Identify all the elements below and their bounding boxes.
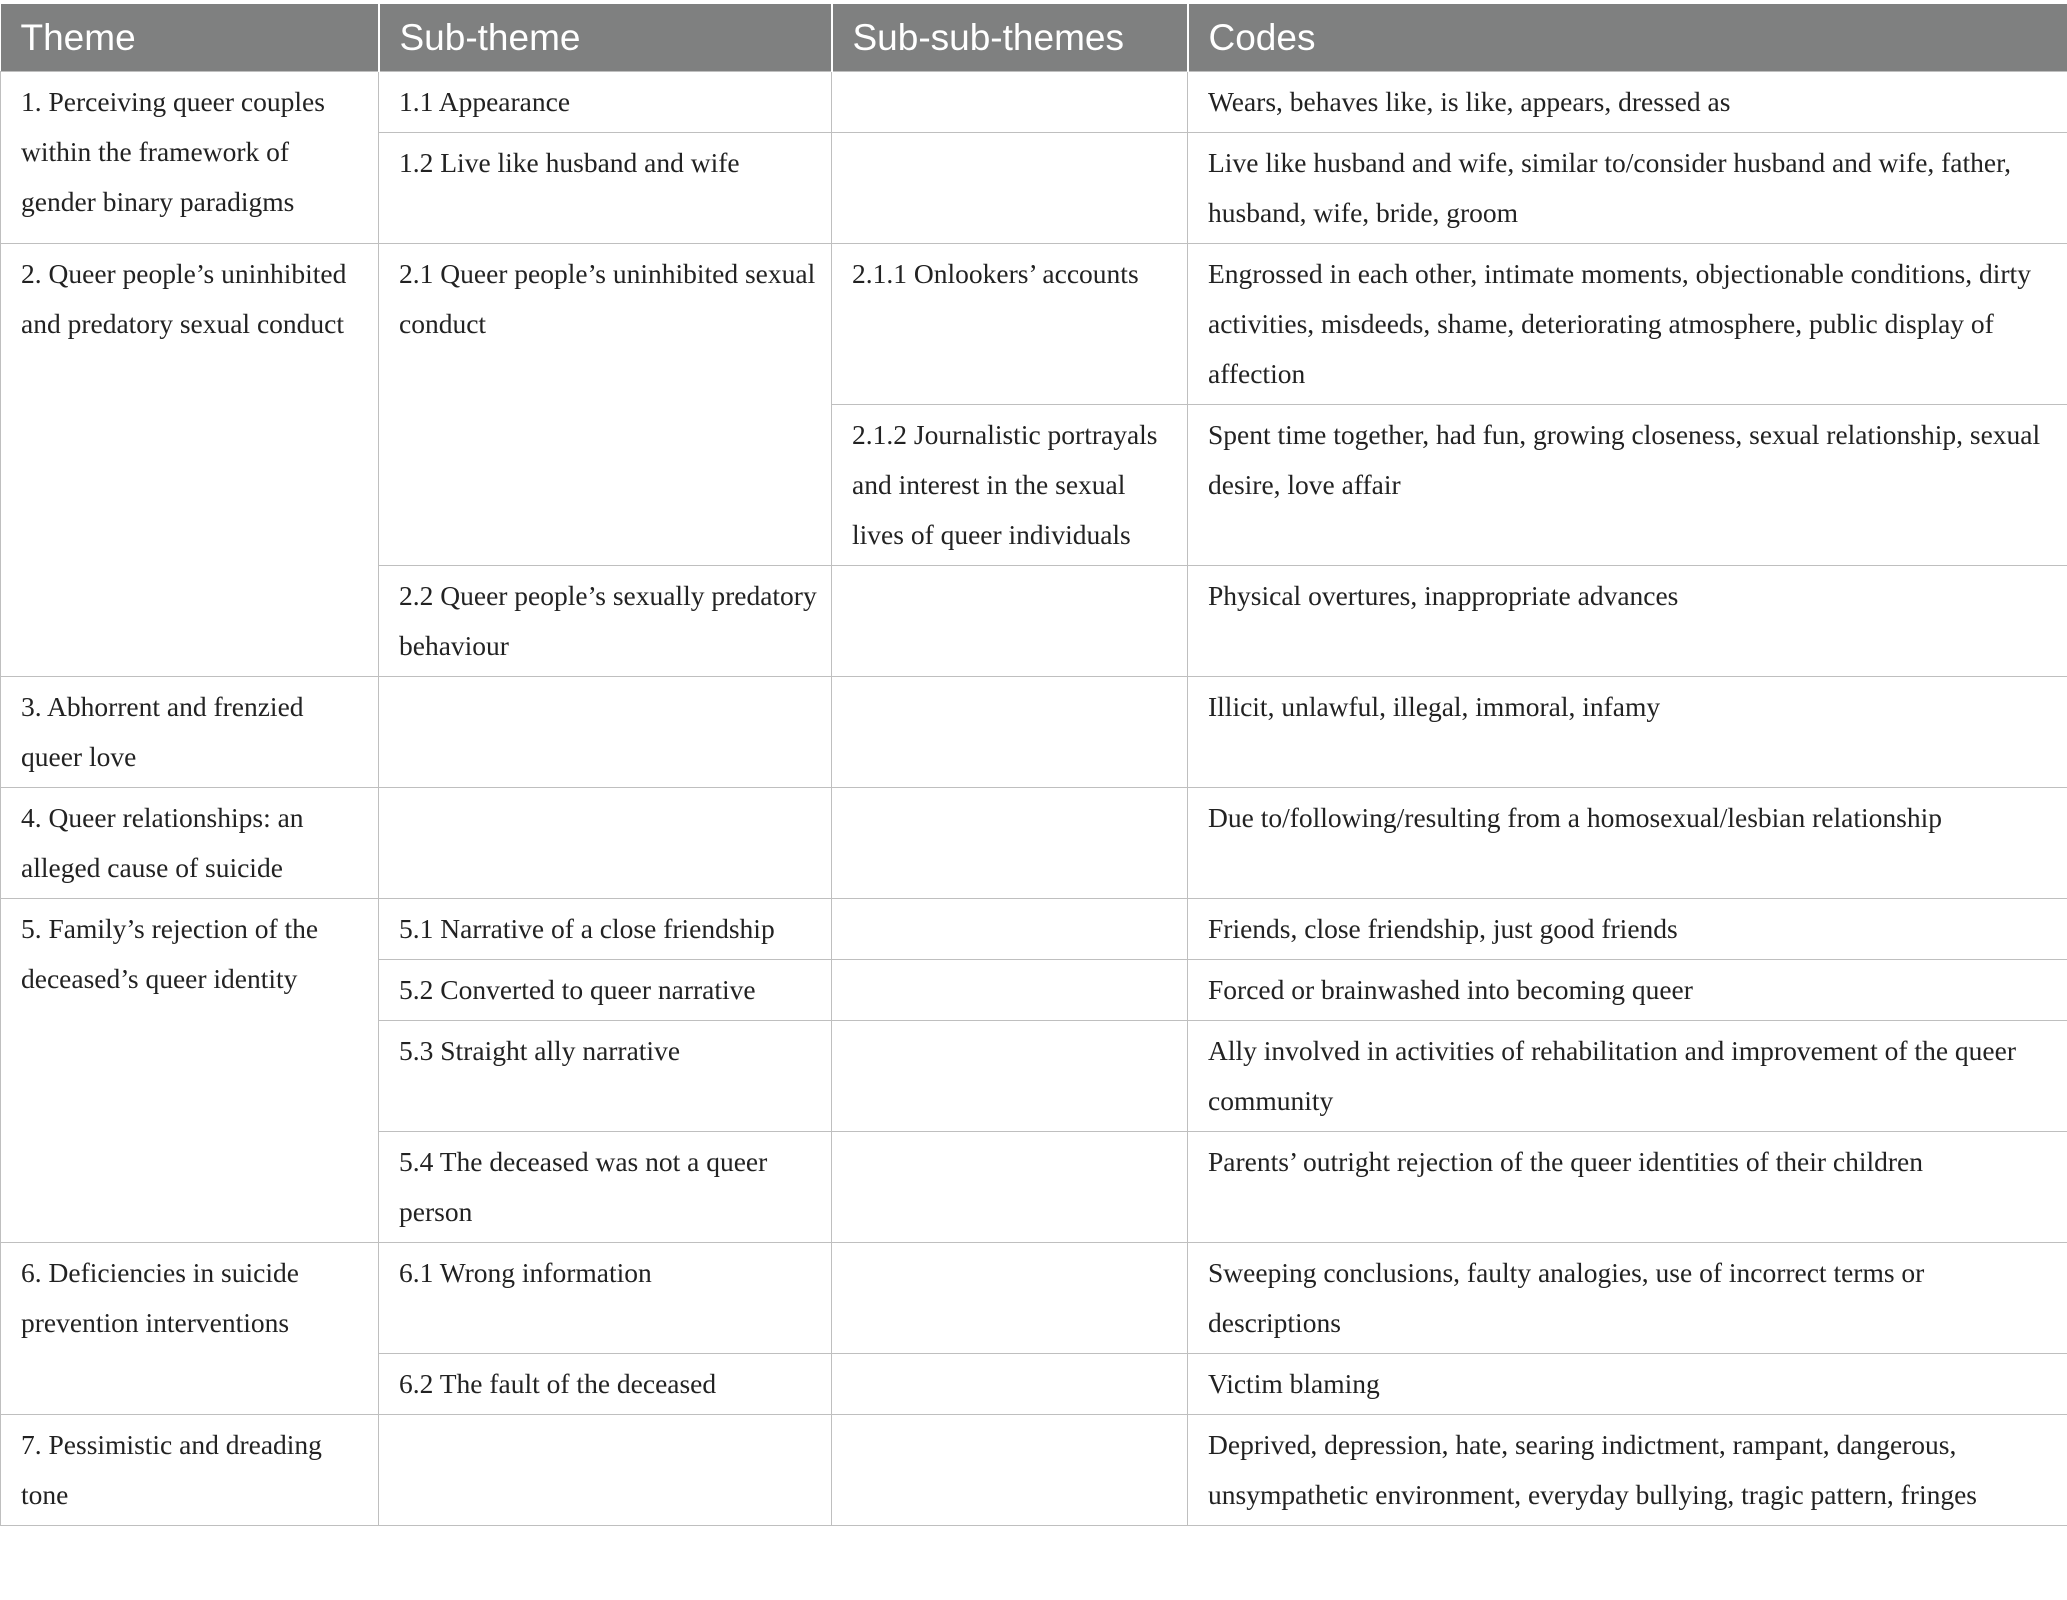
sub-theme-cell: 6.1 Wrong information xyxy=(379,1243,832,1354)
sub-theme-cell: 5.4 The deceased was not a queer person xyxy=(379,1132,832,1243)
sub-theme-cell: 5.2 Converted to queer narrative xyxy=(379,960,832,1021)
themes-table-container xyxy=(0,4,2067,1526)
table-row xyxy=(1,1415,2067,1526)
theme-cell: 5. Family’s rejection of the deceased’s queer identity xyxy=(1,899,379,1243)
codes-cell: Forced or brainwashed into becoming queer xyxy=(1188,960,2067,1021)
codes-cell: Spent time together, had fun, growing closeness, sexual relationship, sexual desire, love affair xyxy=(1188,405,2067,566)
theme-cell: 6. Deficiencies in suicide prevention interventions xyxy=(1,1243,379,1415)
table-row xyxy=(1,899,2067,960)
sub-theme-cell: 1.2 Live like husband and wife xyxy=(379,133,832,244)
sub-sub-theme-cell xyxy=(832,566,1188,677)
sub-theme-cell: 6.2 The fault of the deceased xyxy=(379,1354,832,1415)
header-theme: Theme xyxy=(1,4,379,72)
table-row xyxy=(1,244,2067,405)
sub-sub-theme-cell: 2.1.2 Journalistic portrayals and interest in the sexual lives of queer individuals xyxy=(832,405,1188,566)
codes-cell: Illicit, unlawful, illegal, immoral, infamy xyxy=(1188,677,2067,788)
header-codes: Codes xyxy=(1188,4,2067,72)
theme-cell: 3. Abhorrent and frenzied queer love xyxy=(1,677,379,788)
sub-theme-cell: 2.1 Queer people’s uninhibited sexual conduct xyxy=(379,244,832,566)
sub-sub-theme-cell xyxy=(832,1354,1188,1415)
sub-theme-cell xyxy=(379,1415,832,1526)
sub-sub-theme-cell xyxy=(832,1132,1188,1243)
codes-cell: Friends, close friendship, just good friends xyxy=(1188,899,2067,960)
sub-theme-cell: 5.1 Narrative of a close friendship xyxy=(379,899,832,960)
sub-sub-theme-cell: 2.1.1 Onlookers’ accounts xyxy=(832,244,1188,405)
sub-theme-cell xyxy=(379,677,832,788)
sub-sub-theme-cell xyxy=(832,960,1188,1021)
sub-sub-theme-cell xyxy=(832,1243,1188,1354)
codes-cell: Due to/following/resulting from a homosexual/lesbian relationship xyxy=(1188,788,2067,899)
table-row xyxy=(1,788,2067,899)
sub-theme-cell: 5.3 Straight ally narrative xyxy=(379,1021,832,1132)
codes-cell: Wears, behaves like, is like, appears, dressed as xyxy=(1188,72,2067,133)
sub-sub-theme-cell xyxy=(832,1021,1188,1132)
theme-cell: 7. Pessimistic and dreading tone xyxy=(1,1415,379,1526)
header-sub-theme: Sub-theme xyxy=(379,4,832,72)
header-sub-sub-themes: Sub-sub-themes xyxy=(832,4,1188,72)
sub-sub-theme-cell xyxy=(832,133,1188,244)
sub-sub-theme-cell xyxy=(832,72,1188,133)
theme-cell: 2. Queer people’s uninhibited and predatory sexual conduct xyxy=(1,244,379,677)
codes-cell: Engrossed in each other, intimate moments, objectionable conditions, dirty activities, misdeeds, shame, deteriorating atmosphere, public display of affection xyxy=(1188,244,2067,405)
theme-cell: 1. Perceiving queer couples within the framework of gender binary paradigms xyxy=(1,72,379,244)
codes-cell: Victim blaming xyxy=(1188,1354,2067,1415)
header-row xyxy=(1,4,2067,72)
sub-theme-cell: 1.1 Appearance xyxy=(379,72,832,133)
sub-sub-theme-cell xyxy=(832,788,1188,899)
codes-cell: Ally involved in activities of rehabilitation and improvement of the queer community xyxy=(1188,1021,2067,1132)
codes-cell: Parents’ outright rejection of the queer identities of their children xyxy=(1188,1132,2067,1243)
sub-sub-theme-cell xyxy=(832,677,1188,788)
table-row xyxy=(1,1243,2067,1354)
codes-cell: Physical overtures, inappropriate advances xyxy=(1188,566,2067,677)
sub-theme-cell: 2.2 Queer people’s sexually predatory behaviour xyxy=(379,566,832,677)
theme-cell: 4. Queer relationships: an alleged cause of suicide xyxy=(1,788,379,899)
themes-table xyxy=(0,4,2067,1526)
codes-cell: Sweeping conclusions, faulty analogies, use of incorrect terms or descriptions xyxy=(1188,1243,2067,1354)
table-row xyxy=(1,677,2067,788)
sub-sub-theme-cell xyxy=(832,1415,1188,1526)
table-row xyxy=(1,72,2067,133)
codes-cell: Deprived, depression, hate, searing indictment, rampant, dangerous, unsympathetic environment, everyday bullying, tragic pattern, fringes xyxy=(1188,1415,2067,1526)
codes-cell: Live like husband and wife, similar to/consider husband and wife, father, husband, wife, bride, groom xyxy=(1188,133,2067,244)
sub-sub-theme-cell xyxy=(832,899,1188,960)
sub-theme-cell xyxy=(379,788,832,899)
